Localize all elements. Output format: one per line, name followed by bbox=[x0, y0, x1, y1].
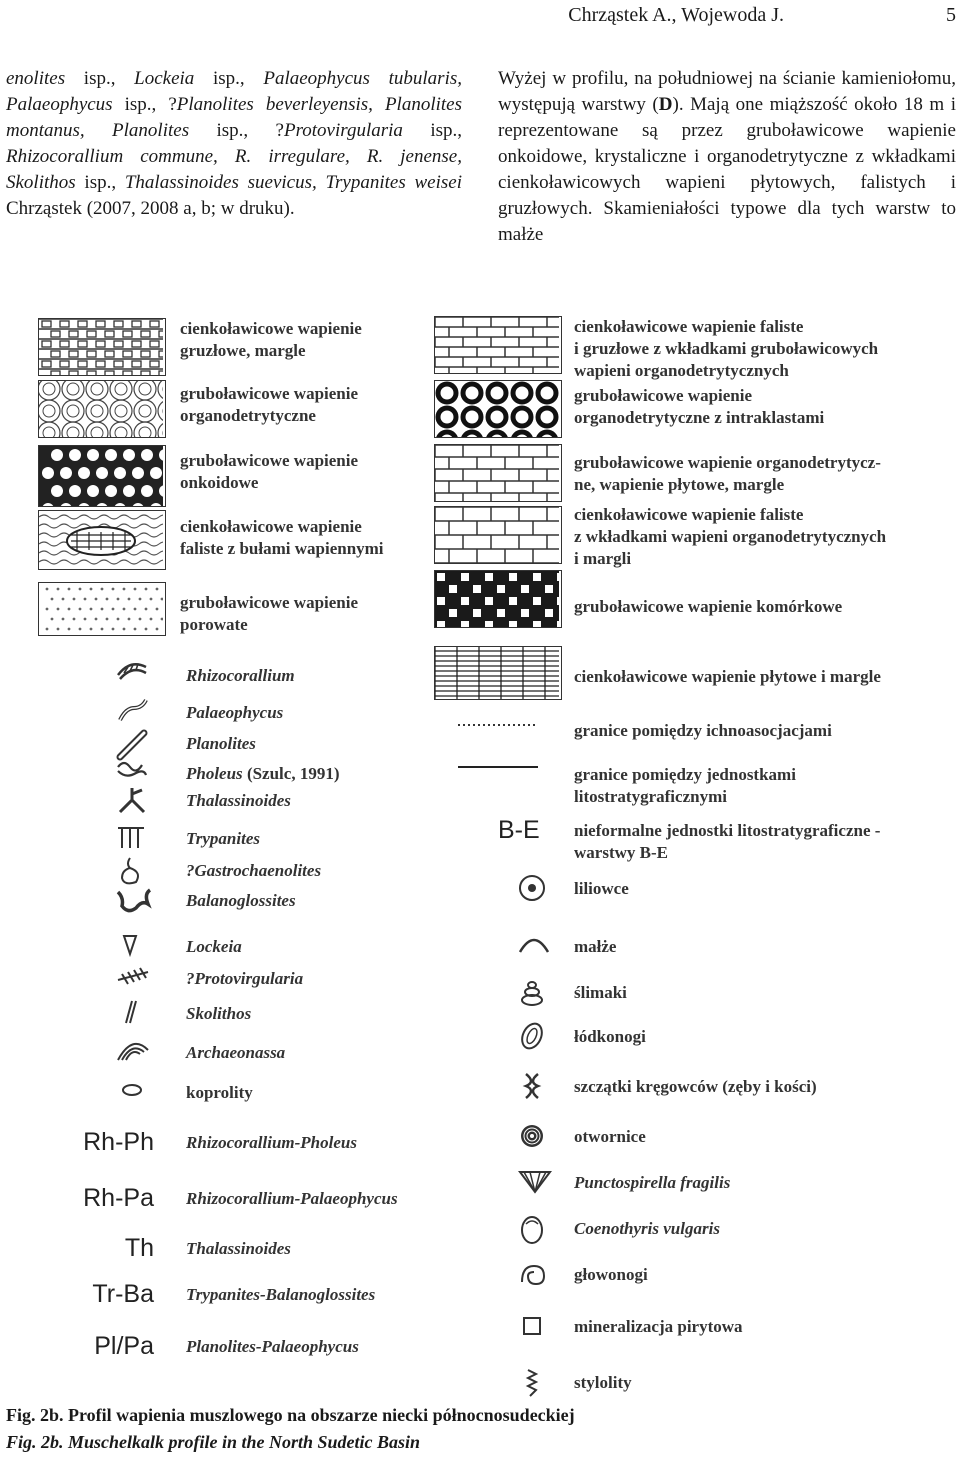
trace-fossil-name: ?Protovirgularia bbox=[186, 969, 304, 988]
trypanites-icon bbox=[116, 824, 152, 854]
trace-fossil-name: koprolity bbox=[186, 1083, 253, 1102]
trace-fossil-name: Thalassinoides bbox=[186, 791, 291, 810]
trace-fossil-label bbox=[186, 1042, 285, 1064]
coprolite-icon bbox=[116, 1078, 152, 1108]
protovirgularia-icon bbox=[116, 964, 152, 994]
text-run: isp., bbox=[194, 68, 264, 89]
ichnoassociation-name: Trypanites-Balanoglossites bbox=[186, 1285, 376, 1304]
text-run: isp., ? bbox=[112, 94, 177, 115]
trace-fossil-name: Palaeophycus bbox=[186, 703, 284, 722]
rhizocorallium-icon bbox=[116, 661, 152, 691]
trace-fossil-suffix: (Szulc, 1991) bbox=[242, 764, 340, 783]
trace-fossil-label bbox=[186, 665, 295, 687]
thalassinoides-icon bbox=[116, 786, 152, 816]
text-run: Lockeia bbox=[134, 68, 195, 89]
ichnoassociation-abbr: Tr-Ba bbox=[92, 1280, 154, 1308]
boundary-label: granice pomiędzy jednostkami litostratygraficznymi bbox=[574, 765, 796, 806]
running-head-authors: Chrząstek A., Wojewoda J. bbox=[568, 4, 784, 26]
ichnoassociation-abbr: Pl/Pa bbox=[94, 1332, 154, 1360]
intraclast-limestone-swatch bbox=[434, 380, 562, 438]
trace-fossil-label bbox=[186, 1082, 253, 1104]
figure-caption-polish: Fig. 2b. Profil wapienia muszlowego na obszarze niecki północnosudeckiej bbox=[6, 1405, 575, 1425]
trace-fossil-name: Pholeus bbox=[186, 764, 243, 783]
foraminifera-icon bbox=[518, 1122, 552, 1152]
archaeonassa-icon bbox=[116, 1038, 152, 1068]
gastrochaenolites-icon bbox=[116, 856, 152, 886]
wavy-nodular-limestone-pattern bbox=[435, 317, 559, 374]
ichnoassociation-abbr: Rh-Pa bbox=[83, 1184, 154, 1212]
vertebrate-icon bbox=[518, 1072, 552, 1102]
ichnoassociation-name: Thalassinoides bbox=[186, 1239, 291, 1258]
platy-limestone-swatch bbox=[434, 646, 562, 700]
trace-fossil-name: Archaeonassa bbox=[186, 1043, 286, 1062]
units-abbr: B-E bbox=[498, 816, 540, 844]
crinoid-icon bbox=[518, 874, 552, 904]
fossil-label: otwornice bbox=[574, 1127, 646, 1146]
ichnoassociation-abbr: Th bbox=[124, 1234, 154, 1262]
text-run: ). Mają one miąższość około 18 m i reprezentowane są przez gruboławicowe wapienie onkoidowe, krystaliczne i organodetrytyczne z wkładkami cienkoławicowych wapieni płytowych, falistych i gruzłowych. Skamieniałości typowe dla tych warstw to małże bbox=[498, 94, 957, 245]
platy-limestone-marl-swatch bbox=[434, 444, 562, 502]
platy-limestone-marl-pattern bbox=[435, 445, 559, 502]
trace-fossil-name: Skolithos bbox=[186, 1004, 252, 1023]
oncoid-limestone-swatch bbox=[38, 445, 166, 507]
balanoglossites-icon bbox=[116, 886, 152, 916]
text-run: isp., bbox=[402, 120, 462, 141]
trace-fossil-label bbox=[186, 860, 321, 882]
solid-line-icon bbox=[458, 762, 538, 772]
bivalve-icon bbox=[518, 932, 552, 962]
fossil-label: małże bbox=[574, 937, 617, 956]
fossil-label: szczątki kręgowców (zęby i kości) bbox=[574, 1077, 817, 1096]
platy-limestone-pattern bbox=[435, 647, 559, 700]
lithology-label: cienkoławicowe wapienie faliste z bułami wapiennymi bbox=[180, 517, 384, 558]
skolithos-icon bbox=[116, 999, 152, 1029]
scaphopod-icon bbox=[518, 1022, 552, 1052]
text-run: Wyżej w profilu, na południowej na ścianie kamieniołomu, występują warstwy ( bbox=[498, 68, 956, 115]
fossil-label: łódkonogi bbox=[574, 1027, 646, 1046]
page-header bbox=[0, 2, 960, 28]
organodetrital-limestone-swatch bbox=[38, 380, 166, 438]
coenothyris-icon bbox=[518, 1214, 552, 1244]
pyrite-icon bbox=[518, 1312, 552, 1342]
cellular-limestone-swatch bbox=[434, 570, 562, 628]
text-run: isp., bbox=[65, 68, 135, 89]
ichnoassociation-name: Planolites-Palaeophycus bbox=[186, 1337, 359, 1356]
left-text-column bbox=[6, 66, 462, 222]
pholeus-icon bbox=[116, 759, 152, 789]
wavy-limestone-swatch bbox=[38, 510, 166, 570]
trace-fossil-label bbox=[186, 936, 242, 958]
right-text-column bbox=[498, 66, 956, 248]
text-run: enolites bbox=[6, 68, 66, 89]
ichnoassociation-name: Rhizocorallium-Palaeophycus bbox=[186, 1189, 398, 1208]
fossil-label: liliowce bbox=[574, 879, 629, 898]
fossil-label: stylolity bbox=[574, 1373, 632, 1392]
trace-fossil-label bbox=[186, 828, 260, 850]
trace-fossil-label bbox=[186, 968, 303, 990]
porous-limestone-swatch bbox=[38, 582, 166, 636]
lithology-label: cienkoławicowe wapienie gruzłowe, margle bbox=[180, 319, 362, 360]
lithology-label: gruboławicowe wapienie komórkowe bbox=[574, 597, 843, 616]
page-number: 5 bbox=[946, 4, 956, 26]
nodular-limestone-pattern bbox=[39, 319, 163, 376]
intraclast-limestone-pattern bbox=[435, 381, 559, 438]
text-run: Palaeophycus tubularis, Palaeophycus bbox=[6, 68, 462, 115]
text-run: Rhizocorallium commune, R. irregulare, R. jenense, Skolithos bbox=[6, 146, 462, 193]
lithology-label: cienkoławicowe wapienie płytowe i margle bbox=[574, 667, 881, 686]
figure-caption-english: Fig. 2b. Muschelkalk profile in the North Sudetic Basin bbox=[6, 1432, 421, 1452]
boundary-label: granice pomiędzy ichnoasocjacjami bbox=[574, 721, 832, 740]
text-run: isp., ? bbox=[189, 120, 284, 141]
text-run-bold: D bbox=[658, 94, 673, 115]
trace-fossil-label bbox=[186, 790, 291, 812]
porous-limestone-pattern bbox=[39, 583, 163, 636]
text-run: Protovirgularia bbox=[283, 120, 403, 141]
trace-fossil-name: Lockeia bbox=[186, 937, 242, 956]
dotted-line-icon bbox=[458, 720, 538, 730]
legend-figure bbox=[22, 300, 952, 1400]
trace-fossil-name: Trypanites bbox=[186, 829, 260, 848]
gastropod-icon bbox=[518, 978, 552, 1008]
wavy-organodetrital-pattern bbox=[435, 507, 559, 564]
lithology-label: cienkoławicowe wapienie faliste z wkładkami wapieni organodetrytycznych i margli bbox=[574, 505, 887, 568]
stylolite-icon bbox=[518, 1368, 552, 1398]
units-label: nieformalne jednostki litostratygraficzne - warstwy B-E bbox=[574, 821, 881, 862]
trace-fossil-label bbox=[186, 702, 283, 724]
trace-fossil-name: Rhizocorallium bbox=[186, 666, 295, 685]
planolites-icon bbox=[116, 729, 152, 759]
oncoid-limestone-pattern bbox=[39, 446, 163, 507]
ichnoassociation-name: Rhizocorallium-Pholeus bbox=[186, 1133, 357, 1152]
wavy-organodetrital-swatch bbox=[434, 506, 562, 564]
cellular-limestone-pattern bbox=[435, 571, 559, 628]
wavy-limestone-pattern bbox=[39, 511, 163, 570]
trace-fossil-label bbox=[186, 733, 256, 755]
fossil-label: mineralizacja pirytowa bbox=[574, 1317, 743, 1336]
lithology-label: gruboławicowe wapienie organodetrytycz- ne, wapienie płytowe, margle bbox=[574, 453, 881, 494]
punctospirella-icon bbox=[518, 1168, 552, 1198]
trace-fossil-name: Planolites bbox=[186, 734, 256, 753]
palaeophycus-icon bbox=[116, 698, 152, 728]
fossil-label: głowonogi bbox=[574, 1265, 648, 1284]
nodular-limestone-swatch bbox=[38, 318, 166, 376]
text-run: Thalassinoides suevicus, Trypanites weisei bbox=[124, 172, 462, 193]
trace-fossil-label bbox=[186, 1003, 251, 1025]
lithology-label: gruboławicowe wapienie organodetrytyczne bbox=[180, 384, 359, 425]
lithology-label: gruboławicowe wapienie organodetrytyczne z intraklastami bbox=[574, 386, 825, 427]
text-run: Planolites beverleyensis, Planolites montanus, Planolites bbox=[6, 94, 462, 141]
lithology-label: gruboławicowe wapienie onkoidowe bbox=[180, 451, 359, 492]
text-run: isp., bbox=[75, 172, 125, 193]
cephalopod-icon bbox=[518, 1260, 552, 1290]
lockeia-icon bbox=[116, 932, 152, 962]
wavy-nodular-limestone-swatch bbox=[434, 316, 562, 374]
trace-fossil-label bbox=[186, 763, 339, 785]
ichnoassociation-abbr: Rh-Ph bbox=[83, 1128, 154, 1156]
trace-fossil-name: Balanoglossites bbox=[186, 891, 296, 910]
lithology-label: gruboławicowe wapienie porowate bbox=[180, 593, 359, 634]
fossil-label: ślimaki bbox=[574, 983, 627, 1002]
fossil-label: Coenothyris vulgaris bbox=[574, 1219, 720, 1238]
lithology-label: cienkoławicowe wapienie faliste i gruzłowe z wkładkami gruboławicowych wapieni organodetrytycznych bbox=[574, 317, 879, 380]
trace-fossil-label bbox=[186, 890, 296, 912]
trace-fossil-name: ?Gastrochaenolites bbox=[186, 861, 322, 880]
fossil-label: Punctospirella fragilis bbox=[574, 1173, 731, 1192]
organodetrital-limestone-pattern bbox=[39, 381, 163, 438]
text-run: Chrząstek (2007, 2008 a, b; w druku). bbox=[6, 198, 295, 219]
